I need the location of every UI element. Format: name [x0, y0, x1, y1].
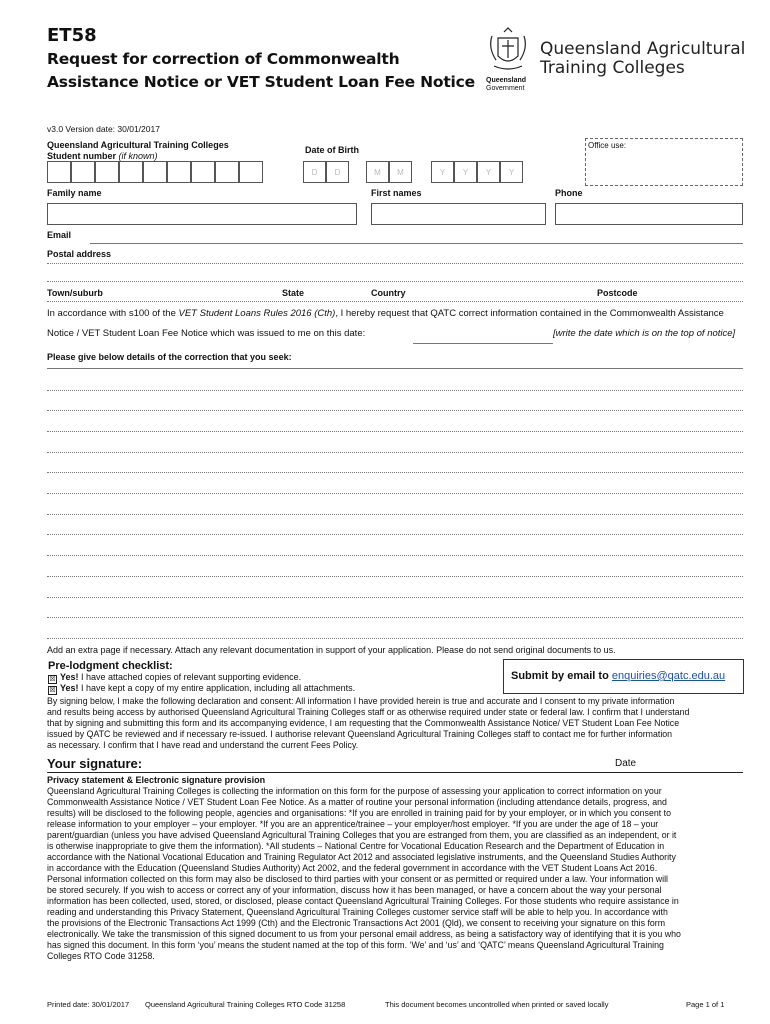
student-number-cell[interactable] — [95, 161, 119, 183]
office-use-box — [585, 138, 743, 186]
submit-instruction — [511, 670, 725, 682]
submit-label: Submit by email to — [511, 670, 612, 682]
privacy-line: be stored securely. If you wish to access or correct any of your information, discuss how it has been managed, or have a concern about the way your personal — [47, 885, 662, 895]
email-line[interactable] — [90, 243, 743, 244]
checklist-yes: Yes! — [60, 672, 79, 682]
form-title — [47, 48, 475, 94]
request-pre: In accordance with s100 of the — [47, 308, 179, 319]
submit-email-link[interactable]: enquiries@qatc.edu.au — [611, 670, 726, 682]
privacy-line: Commonwealth Assistance Notice / VET Student Loan Fee Notice. As a matter of routine your personal information (including attendance details, progress, and — [47, 797, 667, 807]
version-date: v3.0 Version date: 30/01/2017 — [47, 124, 160, 134]
privacy-line: parent/guardian (unless you have advised Queensland Agricultural Training Colleges that you are estranged from them, you are classified as an independent, or it — [47, 830, 677, 840]
notice-date-line[interactable] — [413, 343, 553, 344]
correction-label: Please give below details of the correction that you seek: — [47, 352, 292, 362]
title-line-1: Request for correction of Commonwealth — [47, 50, 400, 68]
phone-input[interactable] — [555, 203, 743, 225]
dob-year-cell[interactable]: Y — [454, 161, 477, 183]
dob-label: Date of Birth — [305, 145, 359, 155]
privacy-line: in accordance with the Education (Queensland Studies Authority) Act 2002, and the federal government in accordance with the VET Student Loans Act 2016. — [47, 863, 658, 873]
dob-month-cell[interactable]: M — [389, 161, 412, 183]
privacy-paragraph — [47, 786, 747, 962]
correction-line[interactable] — [47, 555, 743, 556]
correction-line[interactable] — [47, 452, 743, 453]
consent-line: as necessary. I confirm that I have read and understand the current Fees Policy. — [47, 740, 359, 750]
first-names-label: First names — [371, 188, 422, 198]
consent-line: that by signing and submitting this form and its accompanying evidence, I am requesting that the Commonwealth Assistance Notice/ VET Student Loan Fee Notice — [47, 718, 680, 728]
dob-year-cell[interactable]: Y — [500, 161, 523, 183]
privacy-title: Privacy statement & Electronic signature provision — [47, 775, 266, 785]
org-line-2: Training Colleges — [540, 58, 685, 78]
correction-line[interactable] — [47, 576, 743, 577]
org-line-1: Queensland Agricultural — [540, 39, 746, 59]
student-number-cell[interactable] — [143, 161, 167, 183]
student-number-label-italic: (if known) — [118, 151, 158, 161]
gov-label: Government — [486, 85, 525, 92]
checklist-text: I have kept a copy of my entire application, including all attachments. — [78, 683, 356, 693]
org-logo-text — [540, 40, 745, 78]
postal-line[interactable] — [47, 263, 743, 264]
phone-label: Phone — [555, 188, 583, 198]
postal-line[interactable] — [47, 281, 743, 282]
privacy-line: the provisions of the Electronic Transactions Act 1999 (Cth) and the Electronic Transactions Act 2001 (Qld), we consent to receiving your signature on this form — [47, 918, 666, 928]
privacy-line: Colleges RTO Code 31258. — [47, 951, 155, 961]
request-post: , I hereby request that QATC correct information contained in the Commonwealth Assistance — [335, 308, 724, 319]
consent-line: By signing below, I make the following declaration and consent: All information I have provided herein is true and accurate and I consent to my private information — [47, 696, 675, 706]
family-name-label: Family name — [47, 188, 102, 198]
student-number-cell[interactable] — [119, 161, 143, 183]
family-name-input[interactable] — [47, 203, 357, 225]
student-number-cell[interactable] — [71, 161, 95, 183]
email-label: Email — [47, 230, 72, 240]
state-label: State — [282, 288, 305, 298]
gov-name: Queensland — [486, 77, 527, 84]
privacy-line: Personal information collected on this form may also be disclosed to third parties with your consent or as permitted or required under a law. Your information will — [47, 874, 668, 884]
correction-line[interactable] — [47, 472, 743, 473]
student-number-cell[interactable] — [47, 161, 71, 183]
dob-day-cell[interactable]: D — [303, 161, 326, 183]
privacy-line: electronically. We take the transmission of this signed document to us from your personal email address, as being a satisfactory way of identifying that it is you who — [47, 929, 681, 939]
correction-line[interactable] — [47, 534, 743, 535]
request-statement — [47, 308, 724, 319]
signature-line[interactable] — [47, 772, 743, 773]
office-use-label: Office use: — [588, 141, 627, 150]
town-label: Town/suburb — [47, 288, 103, 298]
checklist-yes: Yes! — [60, 683, 79, 693]
checklist-text: I have attached copies of relevant supporting evidence. — [78, 672, 302, 682]
request-date-statement: Notice / VET Student Loan Fee Notice which was issued to me on this date: — [47, 328, 366, 339]
footer-page-number: Page 1 of 1 — [686, 1000, 725, 1009]
privacy-line: is otherwise inappropriate to give them the information). *All students – National Centre for Vocational Education Research and the Department of Education in — [47, 841, 665, 851]
notice-date-hint: [write the date which is on the top of notice] — [553, 328, 736, 339]
footer-uncontrolled: This document becomes uncontrolled when printed or saved locally — [385, 1000, 609, 1009]
dob-month-cell[interactable]: M — [366, 161, 389, 183]
correction-line[interactable] — [47, 638, 743, 639]
consent-line: issued by QATC be reviewed and if necessary re-issued. I authorise relevant Queensland Agricultural Training Colleges staff to contact me for further information — [47, 729, 673, 739]
consent-paragraph — [47, 696, 747, 751]
checklist-item — [48, 683, 355, 695]
privacy-line: Queensland Agricultural Training Colleges is collecting the information on this form for the purpose of assessing your application to correct information on your — [47, 786, 662, 796]
footer-rto: Queensland Agricultural Training Colleges RTO Code 31258 — [145, 1000, 346, 1009]
dob-day-cell[interactable]: D — [326, 161, 349, 183]
correction-line[interactable] — [47, 617, 743, 618]
student-number-label-bold: Student number — [47, 151, 116, 161]
student-number-cell[interactable] — [167, 161, 191, 183]
first-names-input[interactable] — [371, 203, 546, 225]
privacy-line: accordance with the National Vocational Education and Training Regulator Act 2012 and associated legislative instruments, and the Queensland Studies Authority — [47, 852, 676, 862]
correction-line[interactable] — [47, 431, 743, 432]
form-code: ET58 — [47, 25, 97, 46]
dob-year-cell[interactable]: Y — [477, 161, 500, 183]
privacy-line: reading and understanding this Privacy Statement, Queensland Agricultural Training Colleges customer service staff will be able to help you. In accordance with — [47, 907, 668, 917]
student-number-label — [47, 140, 229, 162]
correction-line[interactable] — [47, 390, 743, 391]
dob-year-cell[interactable]: Y — [431, 161, 454, 183]
town-line[interactable] — [47, 301, 743, 302]
student-number-cell[interactable] — [215, 161, 239, 183]
country-label: Country — [371, 288, 406, 298]
checkbox-checked-icon[interactable]: ☒ — [49, 676, 56, 683]
footer-printed-date: Printed date: 30/01/2017 — [47, 1000, 130, 1009]
request-rules: VET Student Loans Rules 2016 (Cth) — [178, 308, 336, 319]
correction-line[interactable] — [47, 493, 743, 494]
correction-line[interactable] — [47, 514, 743, 515]
title-line-2: Assistance Notice or VET Student Loan Fee Notice — [47, 73, 475, 91]
signature-date-label: Date — [615, 758, 637, 769]
coat-of-arms-icon — [484, 26, 532, 76]
checklist-title: Pre-lodgment checklist: — [48, 660, 173, 672]
correction-line[interactable] — [47, 368, 743, 369]
student-number-cell[interactable] — [191, 161, 215, 183]
checkbox-checked-icon[interactable]: ☒ — [49, 687, 56, 694]
postcode-label: Postcode — [597, 288, 638, 298]
student-number-cell[interactable] — [239, 161, 263, 183]
student-number-label-line1: Queensland Agricultural Training Colleges — [47, 140, 229, 150]
privacy-line: results) will be disclosed to the following people, agencies and organisations: *If you are enrolled in training paid for by your employer, or in which you consent to — [47, 808, 671, 818]
correction-line[interactable] — [47, 410, 743, 411]
privacy-line: information has been collected, used, stored, or disclosed, please contact Queensland Agricultural Training Colleges. For those students who require assistance in — [47, 896, 679, 906]
postal-address-label: Postal address — [47, 249, 112, 259]
extra-page-note: Add an extra page if necessary. Attach any relevant documentation in support of your application. Please do not send original documents to us. — [47, 645, 616, 655]
consent-line: and results being access by authorised Queensland Agricultural Training Colleges staff or as otherwise required under state or federal law. I confirm that I understand — [47, 707, 690, 717]
signature-label: Your signature: — [47, 756, 143, 771]
privacy-line: release information to your employer – your employer. *If you are an apprentice/trainee – your employer/host employer. *If you are under the age of 18 – your — [47, 819, 659, 829]
privacy-line: has signed this document. In this form ‘you’ means the student named at the top of this form. ‘We’ and ‘us’ and ‘QATC’ means Queensland Agricultural Training — [47, 940, 664, 950]
correction-line[interactable] — [47, 597, 743, 598]
